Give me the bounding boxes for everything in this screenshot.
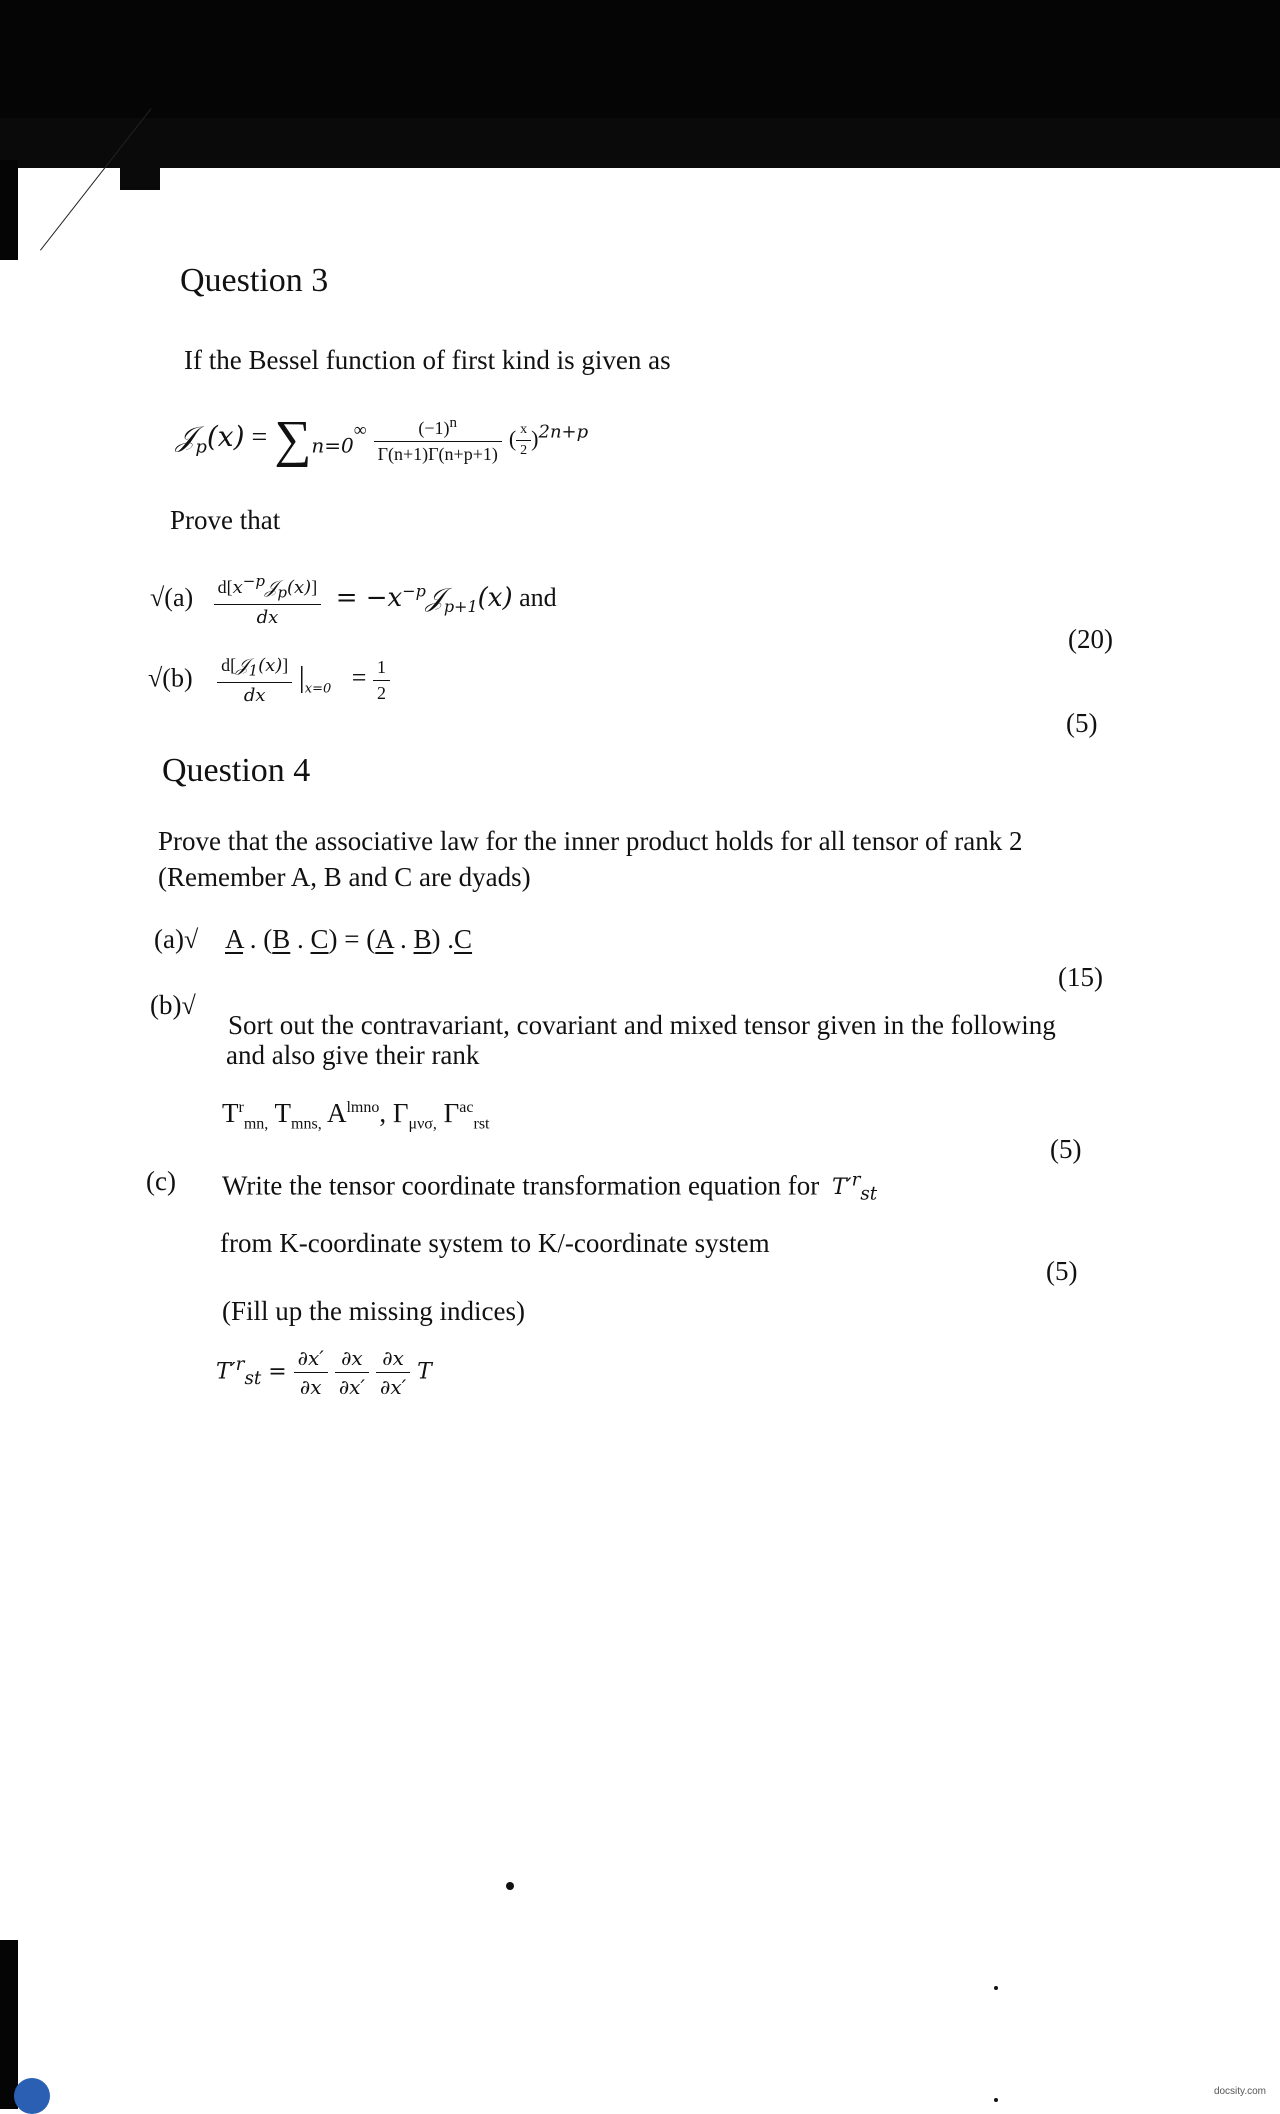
tensor-list: $T^r_{mn,}$ $T_{mns,}$ $A^{lmno}$, $\Gamma_{\mu\nu\sigma,}$ $\Gamma^{ac}_{rst}$ <box>222 1098 490 1133</box>
question-4-intro-line1: Prove that the associative law for the inner product holds for all tensor of rank 2 <box>158 826 1023 856</box>
q4-c-text-line1-wrap: Write the tensor coordinate transformation equation for $T'^r_{st}$ <box>222 1170 878 1205</box>
q4-c-text-line2: from K-coordinate system to K/-coordinate system <box>220 1228 770 1258</box>
scan-dark-band <box>0 0 1280 118</box>
q4-b-text-line2: and also give their rank <box>226 1040 480 1070</box>
q4-marks-a: (15) <box>1058 962 1103 992</box>
q4-c-hint: (Fill up the missing indices) <box>222 1296 525 1326</box>
question-3-title: Question 3 <box>180 262 329 299</box>
scan-speck <box>994 1986 998 1990</box>
scan-tab <box>120 150 160 190</box>
q3-marks-b: (5) <box>1066 708 1098 738</box>
check-mark-icon: √ <box>150 582 165 612</box>
q3-part-b: √(b) $\frac{d[𝒥_1(x)]}{dx}$ $|_{x=0}$ = $\frac{1}{2}$ <box>148 655 390 706</box>
question-4-title: Question 4 <box>162 752 311 789</box>
scan-speck <box>994 2098 998 2102</box>
scan-speck <box>506 1882 514 1890</box>
footer-brand[interactable]: docsity.com <box>1213 2086 1266 2097</box>
q4-marks-b: (5) <box>1050 1134 1082 1164</box>
scan-bottom-edge <box>0 1940 18 2109</box>
question-4-intro-line2: (Remember A, B and C are dyads) <box>158 862 531 892</box>
q3-a-and: and <box>519 582 557 612</box>
bessel-formula: 𝒥$_p$(x) = $\sum_{n=0}^\infty$ $\frac{(-1)^n}{\Gamma(n+1)\Gamma(n+p+1)}$ ( $\frac{x}{2}$ )$^{2n+p}$ <box>176 411 589 468</box>
q4-b-text-line1: Sort out the contravariant, covariant and mixed tensor given in the following <box>228 1010 1056 1040</box>
q4-a-label: (a) <box>154 924 184 954</box>
q4-b-label: (b) <box>150 990 182 1020</box>
q3-a-label: (a) <box>164 582 194 612</box>
scan-binding-strip <box>0 118 1280 168</box>
q4-c-text-line1: Write the tensor coordinate transformation equation for <box>222 1170 820 1201</box>
q3-marks-a: (20) <box>1068 624 1113 654</box>
transformation-equation: $T'^r_{st}$ = $\frac{\partial x'}{\partial x}$ $\frac{\partial x}{\partial x'}$ $\frac{\partial x}{\partial x'}$ T <box>216 1346 432 1399</box>
q4-marks-c: (5) <box>1046 1256 1078 1286</box>
check-mark-icon: √ <box>181 991 196 1020</box>
scan-left-edge <box>0 160 18 260</box>
prove-that-label: Prove that <box>170 505 281 535</box>
q4-c-label: (c) <box>146 1166 176 1196</box>
q3-b-label: (b) <box>162 663 193 693</box>
q4-b-label-wrap <box>150 990 196 1021</box>
question-3-intro: If the Bessel function of first kind is given as <box>184 345 671 375</box>
check-mark-icon: √ <box>183 925 199 954</box>
check-mark-icon: √ <box>148 663 163 693</box>
q3-part-a: √(a) $\frac{d[x^{-p}𝒥_p(x)]}{dx}$ = $-x^{-p}𝒥_{p+1}(x)$ and <box>150 572 557 628</box>
q4-part-a: (a)√ A . (B . C) = (A . B) .C <box>154 924 473 954</box>
